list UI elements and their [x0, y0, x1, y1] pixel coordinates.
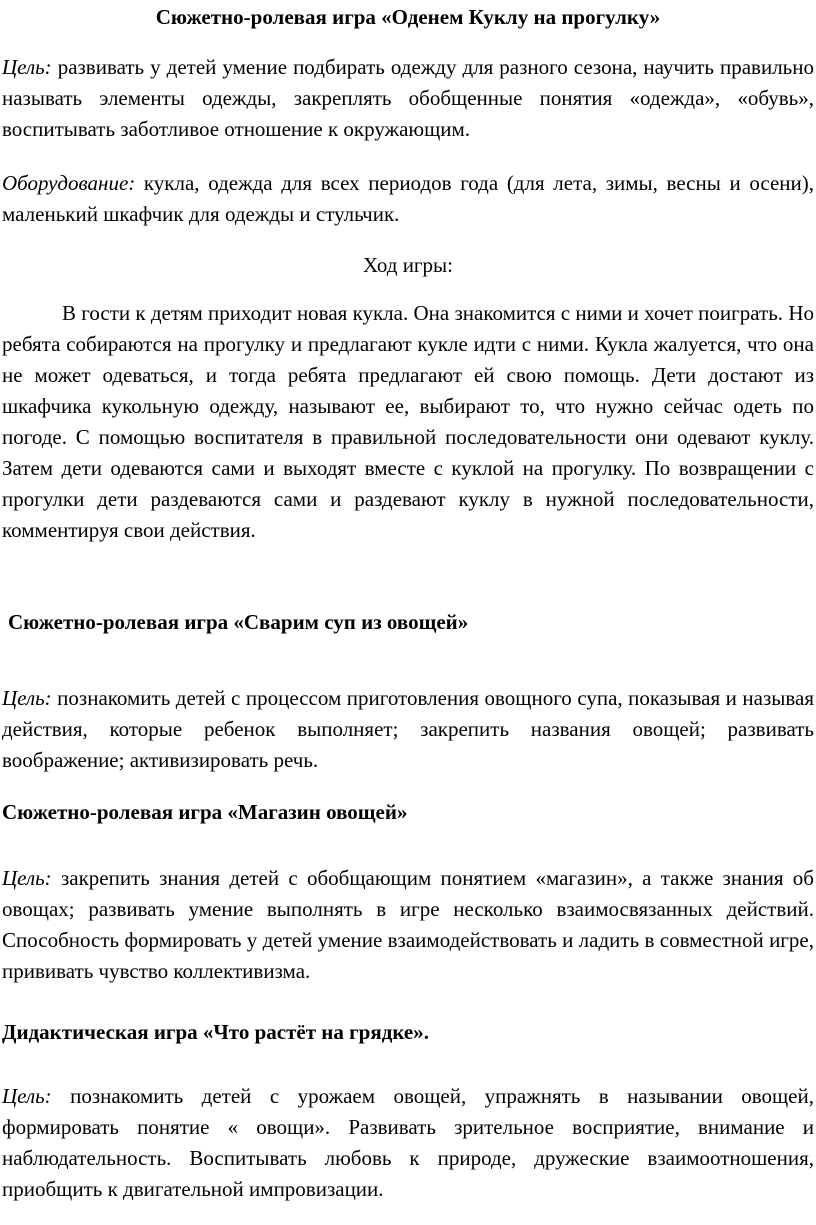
section2-goal-text: познакомить детей с процессом приготовления овощного супа, показывая и называя действия, которые ребенок выполняет; закрепить названия овощей; развивать воображение; активизировать речь.: [2, 686, 814, 772]
section2-goal-label: Цель:: [2, 686, 52, 710]
section2-goal: [2, 683, 814, 776]
section3-goal: [2, 863, 814, 987]
section1-title: Сюжетно-ролевая игра «Оденем Куклу на прогулку»: [155, 5, 661, 29]
section4-title: Дидактическая игра «Что растёт на грядке».: [2, 1020, 429, 1044]
section1-equipment-label: Оборудование:: [2, 171, 136, 195]
section4-goal-text: познакомить детей с урожаем овощей, упражнять в назывании овощей, формировать понятие « овощи». Развивать зрительное восприятие, внимание и наблюдательность. Воспитывать любовь к природе, дружеские взаимоотношения, приобщить к двигательной импровизации.: [2, 1084, 814, 1201]
section1-goal: [2, 52, 814, 145]
section3-goal-label: Цель:: [2, 866, 52, 890]
section1-equipment-text: кукла, одежда для всех периодов года (для лета, зимы, весны и осени), маленький шкафчик для одежды и стульчик.: [2, 171, 814, 226]
section2-title: Сюжетно-ролевая игра «Сварим суп из овощей»: [8, 610, 469, 634]
section1-goal-label: Цель:: [2, 55, 52, 79]
section3-goal-text: закрепить знания детей с обобщающим понятием «магазин», а также знания об овощах; развивать умение выполнять в игре несколько взаимосвязанных действий. Способность формировать у детей умение взаимодействовать и ладить в совместной игре, прививать чувство коллективизма.: [2, 866, 814, 983]
section1-goal-text: развивать у детей умение подбирать одежду для разного сезона, научить правильно называть элементы одежды, закреплять обобщенные понятия «одежда», «обувь», воспитывать заботливое отношение к окружающим.: [2, 55, 814, 141]
section1-course-heading: Ход игры:: [363, 253, 453, 277]
section1-equipment: [2, 168, 814, 230]
section3-title: Сюжетно-ролевая игра «Магазин овощей»: [2, 800, 408, 824]
section4-goal: [2, 1081, 814, 1205]
section1-course-text: В гости к детям приходит новая кукла. Она знакомится с ними и хочет поиграть. Но ребята собираются на прогулку и предлагают кукле идти с ними. Кукла жалуется, что она не может одеваться, и тогда ребята предлагают ей свою помощь. Дети достают из шкафчика кукольную одежду, называют ее, выбирают то, что нужно сейчас одеть по погоде. С помощью воспитателя в правильной последовательности они одевают куклу. Затем дети одеваются сами и выходят вместе с куклой на прогулку. По возвращении с прогулки дети раздеваются сами и раздевают куклу в нужной последовательности, комментируя свои действия.: [2, 301, 814, 542]
section4-goal-label: Цель:: [2, 1084, 52, 1108]
